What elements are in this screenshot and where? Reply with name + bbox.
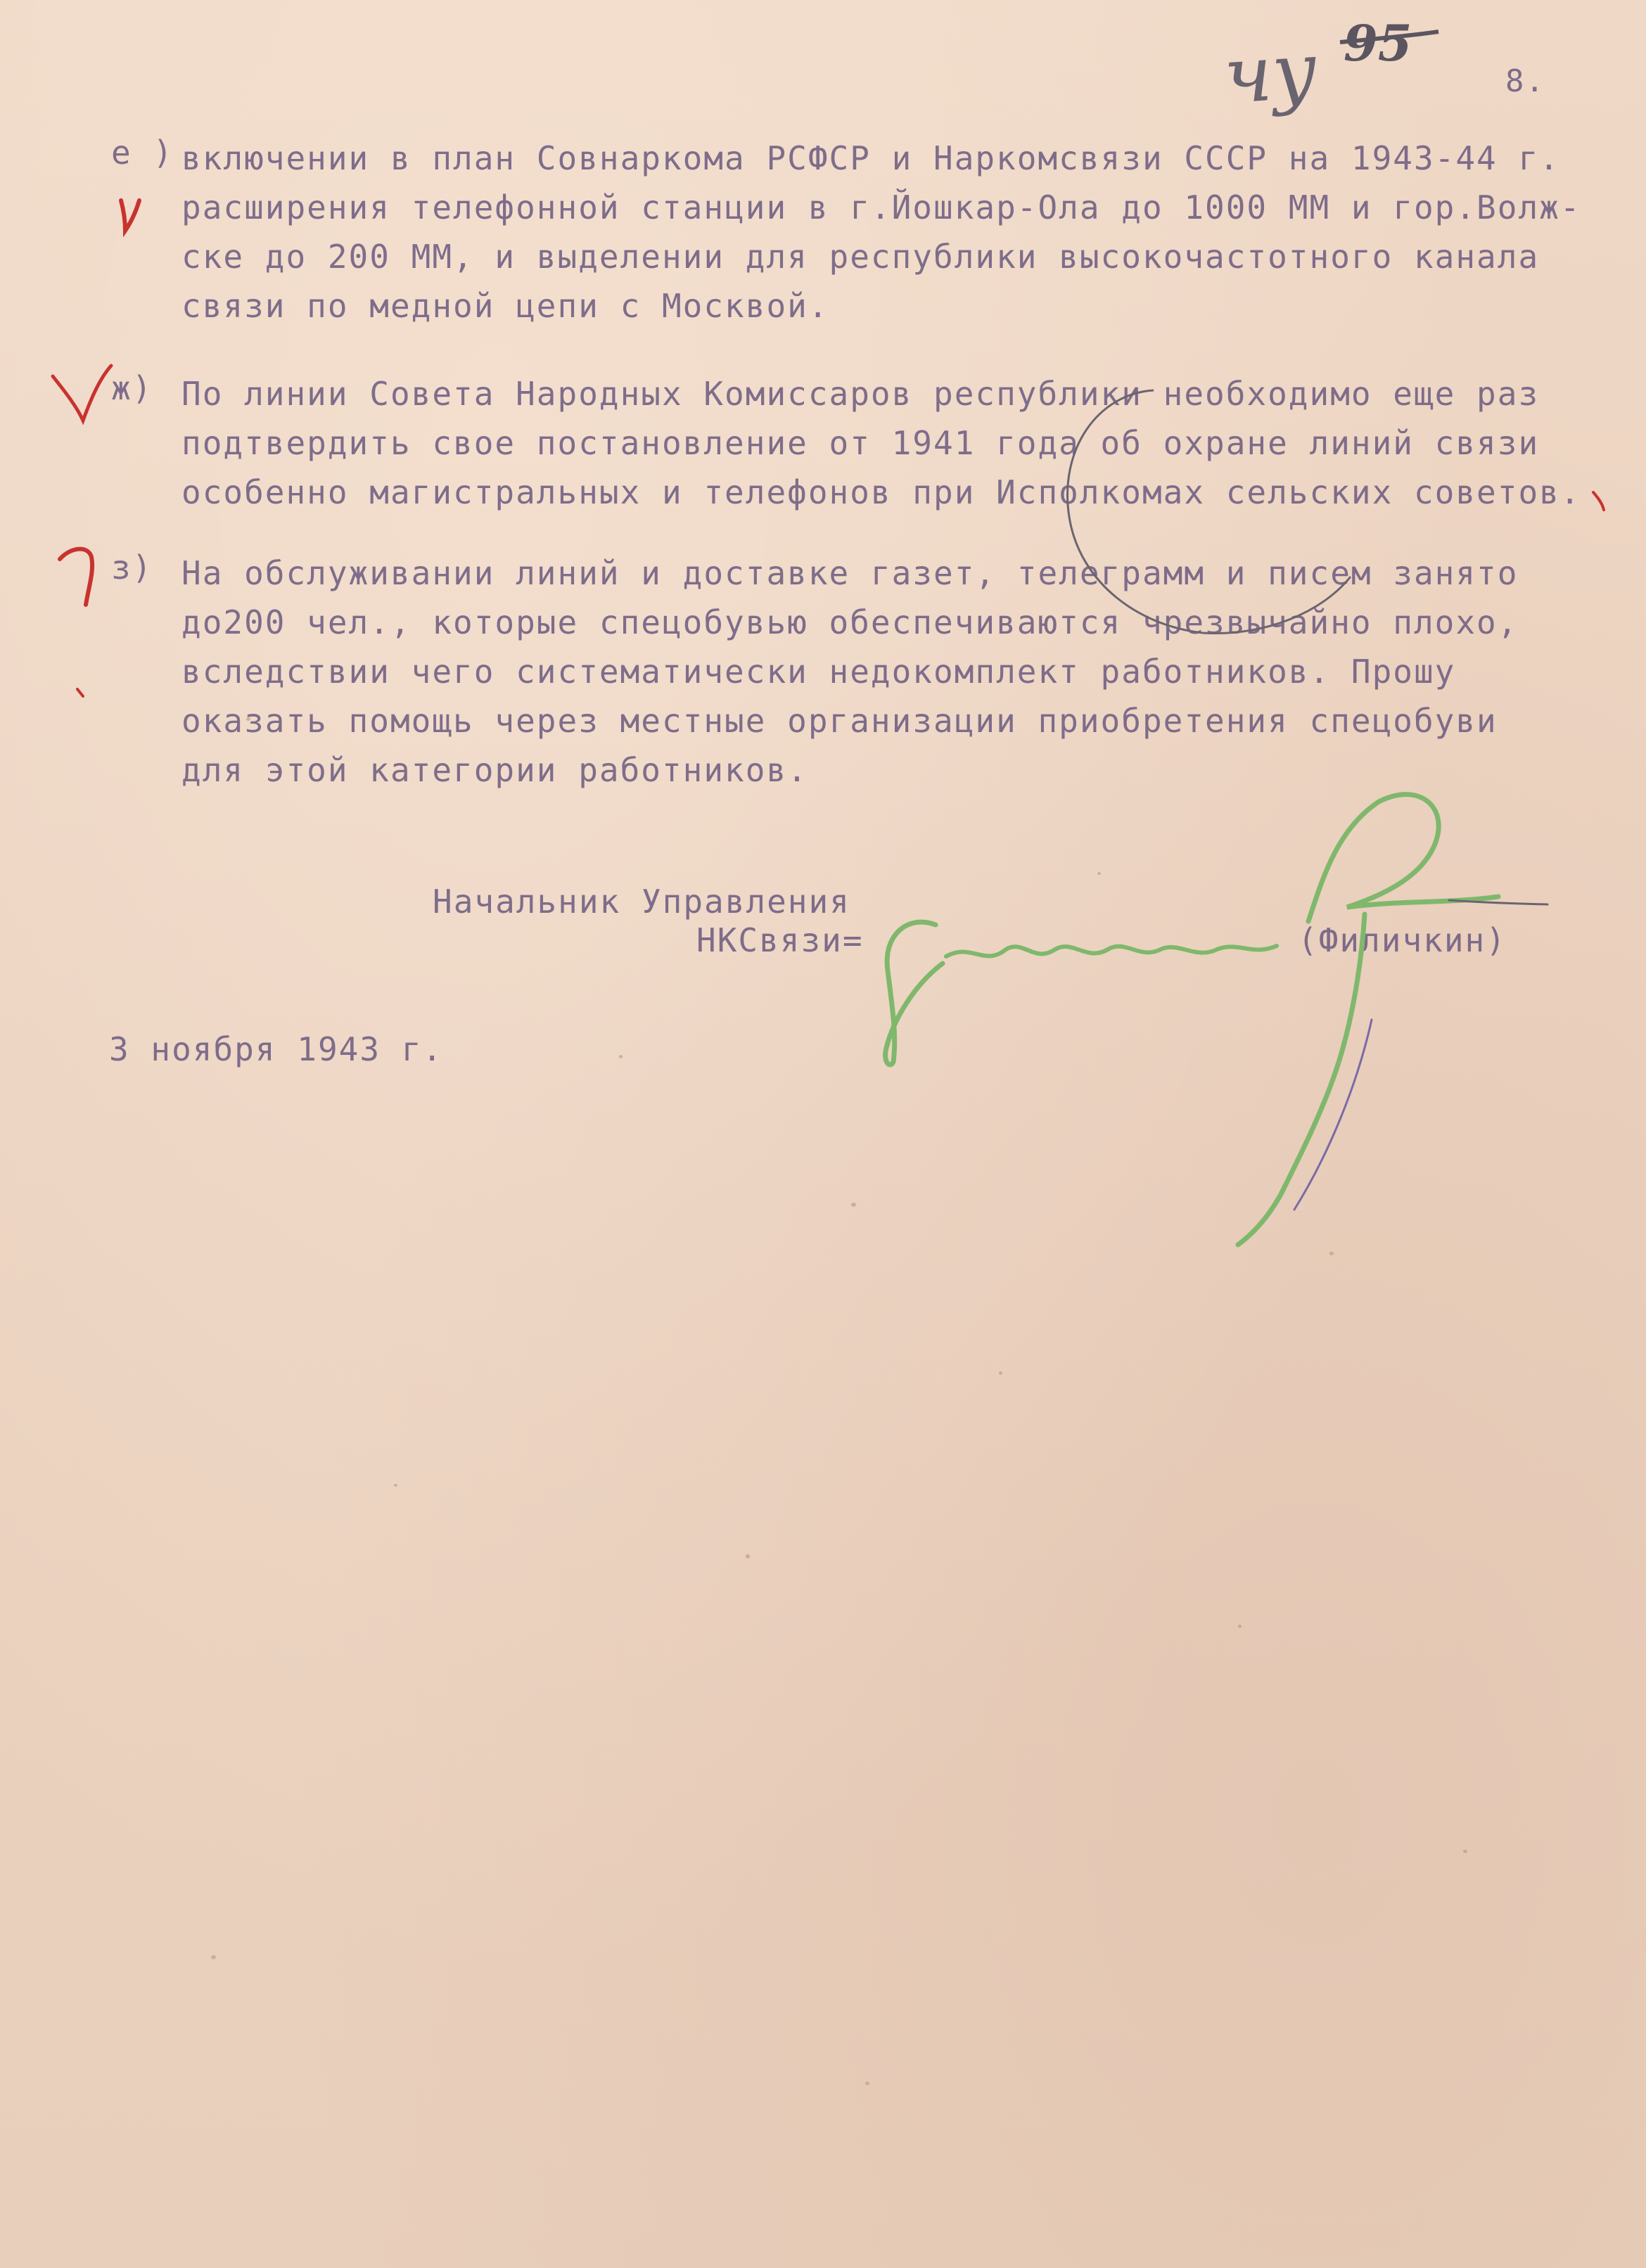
red-mark-z [60,549,92,696]
signature-department: НКСвязи= [696,921,864,959]
red-check-mark-e [121,200,139,231]
signature-name: (Филичкин) [1298,921,1507,959]
paragraph-line: оказать помощь через местные организации приобретения спецобуви [181,702,1498,740]
green-signature [886,795,1548,1245]
paragraph-line: вследствии чего систематически недокомплект работников. Прошу [181,653,1456,691]
page-number: 8. [1505,63,1545,99]
paragraph-line: для этой категории работников. [181,751,808,789]
paragraph-line: подтвердить свое постановление от 1941 года об охране линий связи [181,424,1540,462]
paragraph-line: расширения телефонной станции в г.Йошкар-Ола до 1000 ММ и гор.Волж- [181,188,1581,226]
document-date: 3 ноября 1943 г. [109,1030,444,1068]
paragraph-line: По линии Совета Народных Комиссаров республики необходимо еще раз [181,375,1540,413]
red-check-mark-zh [53,366,111,421]
paragraph-line: На обслуживании линий и доставке газет, телеграмм и писем занято [181,554,1519,592]
signature-position: Начальник Управления [433,883,850,921]
paragraph-label: з) [111,549,153,587]
paragraph-label: е ) [111,134,174,172]
paragraph-line: ске до 200 ММ, и выделении для республики высокочастотного канала [181,238,1540,276]
paragraph-line: особенно магистральных и телефонов при Исполкомах сельских советов. [181,473,1581,511]
sheet-number: 95 [1344,14,1412,72]
paragraph-line: до200 чел., которые спецобувью обеспечиваются чрезвычайно плохо, [181,603,1519,641]
paragraph-line: включении в план Совнаркома РСФСР и Наркомсвязи СССР на 1943-44 г. [181,139,1560,177]
paragraph-line: связи по медной цепи с Москвой. [181,287,829,325]
archive-number: чу [1220,25,1320,122]
graphite-arc [1068,390,1351,633]
paragraph-label: ж) [111,369,153,407]
